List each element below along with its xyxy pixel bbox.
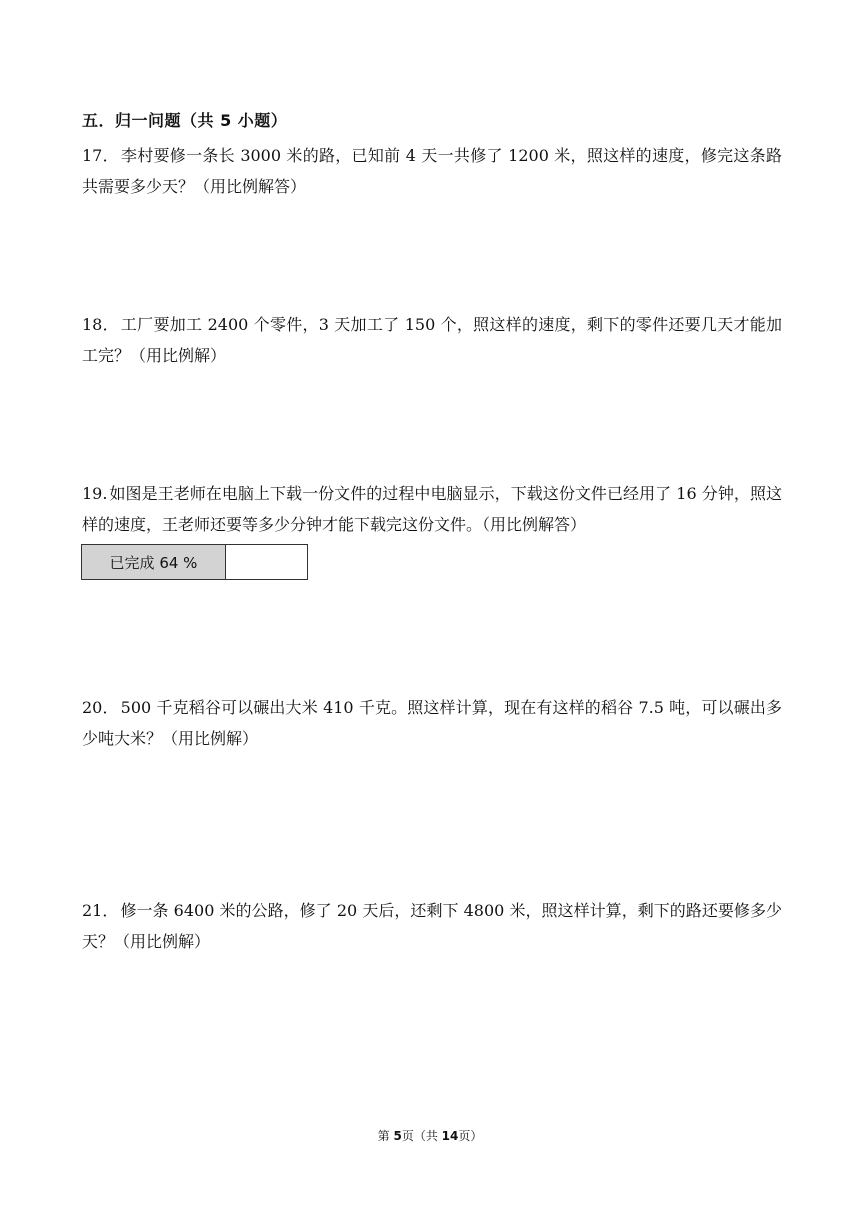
problem-number: 20． (82, 698, 119, 717)
problem-number: 17． (82, 146, 119, 165)
download-progress-bar (81, 544, 308, 580)
problem-number: 21． (82, 901, 119, 920)
page-number: 5 (393, 1129, 402, 1143)
problem-21 (82, 895, 782, 957)
progress-fill (82, 545, 226, 579)
problem-text: 李村要修一条长 3000 米的路，已知前 4 天一共修了 1200 米，照这样的速度，修完这条路共需要多少天？（用比例解答） (82, 146, 782, 196)
problem-text: 500 千克稻谷可以碾出大米 410 千克。照这样计算，现在有这样的稻谷 7.5 吨，可以碾出多少吨大米？（用比例解） (82, 698, 782, 748)
page-total: 14 (441, 1129, 459, 1143)
problem-19 (82, 478, 782, 540)
problem-text: 如图是王老师在电脑上下载一份文件的过程中电脑显示，下载这份文件已经用了 16 分钟，照这样的速度，王老师还要等多少分钟才能下载完这份文件。（用比例解答） (82, 484, 782, 534)
page-footer: 第 5页（共 14页） (377, 1129, 483, 1143)
section-title: 五．归一问题（共 5 小题） (82, 111, 288, 130)
problem-18 (82, 309, 782, 371)
problem-number: 19. (82, 484, 108, 503)
progress-label: 已完成 64 % (109, 553, 198, 572)
problem-number: 18． (82, 315, 119, 334)
problem-text: 修一条 6400 米的公路，修了 20 天后，还剩下 4800 米，照这样计算，剩下的路还要修多少天？（用比例解） (82, 901, 782, 951)
progress-remaining (226, 545, 307, 579)
problem-17 (82, 140, 782, 202)
problem-text: 工厂要加工 2400 个零件，3 天加工了 150 个，照这样的速度，剩下的零件还要几天才能加工完？（用比例解） (82, 315, 782, 365)
problem-20 (82, 692, 782, 754)
